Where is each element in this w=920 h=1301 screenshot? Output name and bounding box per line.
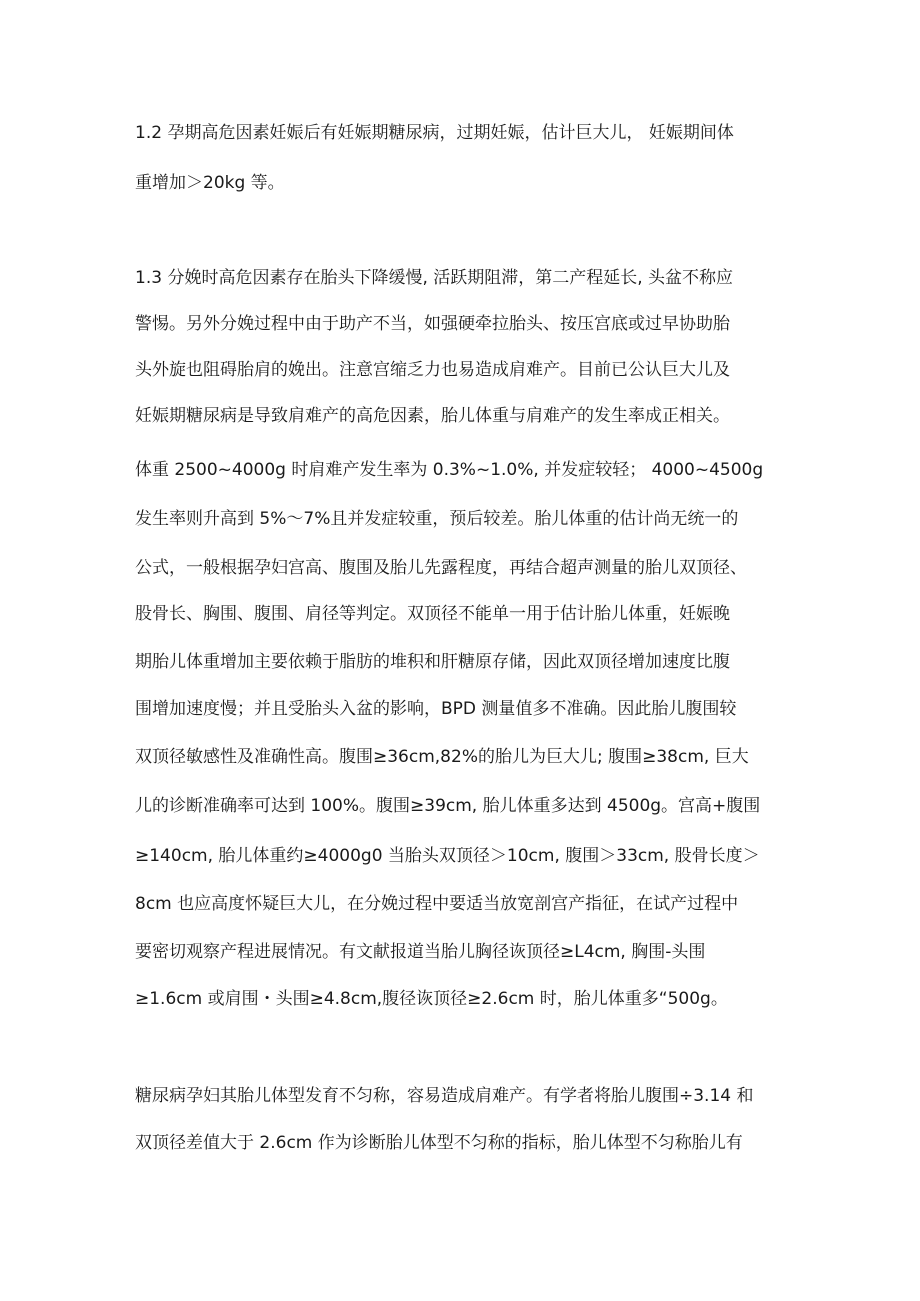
text-line: 警惕。另外分娩过程中由于助产不当，如强硬牵拉胎头、按压宫底或过早协助胎	[135, 314, 730, 334]
text-line: 儿的诊断准确率可达到 100%。腹围≥39cm, 胎儿体重多达到 4500g。宫高+腹围	[135, 796, 761, 816]
text-line: 公式，一般根据孕妇宫高、腹围及胎儿先露程度，再结合超声测量的胎儿双顶径、	[135, 558, 747, 578]
text-line: ≥1.6cm 或肩围・头围≥4.8cm,腹径诙顶径≥2.6cm 时，胎儿体重多“500g。	[135, 989, 728, 1009]
text-line: 重增加＞20kg 等。	[135, 173, 285, 193]
text-line: 8cm 也应高度怀疑巨大儿，在分娩过程中要适当放宽剖宫产指征，在试产过程中	[135, 894, 739, 914]
text-line: 股骨长、胸围、腹围、肩径等判定。双顶径不能单一用于估计胎儿体重，妊娠晚	[135, 604, 730, 624]
text-line: 1.2 孕期高危因素妊娠后有妊娠期糖尿病，过期妊娠，估计巨大儿， 妊娠期间体	[135, 123, 734, 143]
text-line: ≥140cm, 胎儿体重约≥4000g0 当胎头双顶径＞10cm, 腹围＞33cm, 股骨长度＞	[135, 846, 760, 866]
text-line: 发生率则升高到 5%～7%且并发症较重，预后较差。胎儿体重的估计尚无统一的	[135, 509, 739, 529]
text-line: 围增加速度慢；并且受胎头入盆的影响，BPD 测量值多不准确。因此胎儿腹围较	[135, 699, 737, 719]
text-line: 体重 2500~4000g 时肩难产发生率为 0.3%~1.0%, 并发症较轻； 4000~4500g	[135, 460, 764, 480]
text-line: 1.3 分娩时高危因素存在胎头下降缓慢, 活跃期阻滞，第二产程延长, 头盆不称应	[135, 268, 734, 288]
text-line: 糖尿病孕妇其胎儿体型发育不匀称，容易造成肩难产。有学者将胎儿腹围÷3.14 和	[135, 1086, 754, 1106]
text-line: 期胎儿体重增加主要依赖于脂肪的堆积和肝糖原存储，因此双顶径增加速度比腹	[135, 652, 730, 672]
text-line: 头外旋也阻碍胎肩的娩出。注意宫缩乏力也易造成肩难产。目前已公认巨大儿及	[135, 360, 730, 380]
text-line: 双顶径差值大于 2.6cm 作为诊断胎儿体型不匀称的指标，胎儿体型不匀称胎儿有	[135, 1133, 743, 1153]
text-line: 双顶径敏感性及准确性高。腹围≥36cm,82%的胎儿为巨大儿; 腹围≥38cm, 巨大	[135, 747, 749, 767]
text-line: 妊娠期糖尿病是导致肩难产的高危因素，胎儿体重与肩难产的发生率成正相关。	[135, 406, 730, 426]
text-line: 要密切观察产程进展情况。有文献报道当胎儿胸径诙顶径≥L4cm, 胸围-头围	[135, 942, 706, 962]
